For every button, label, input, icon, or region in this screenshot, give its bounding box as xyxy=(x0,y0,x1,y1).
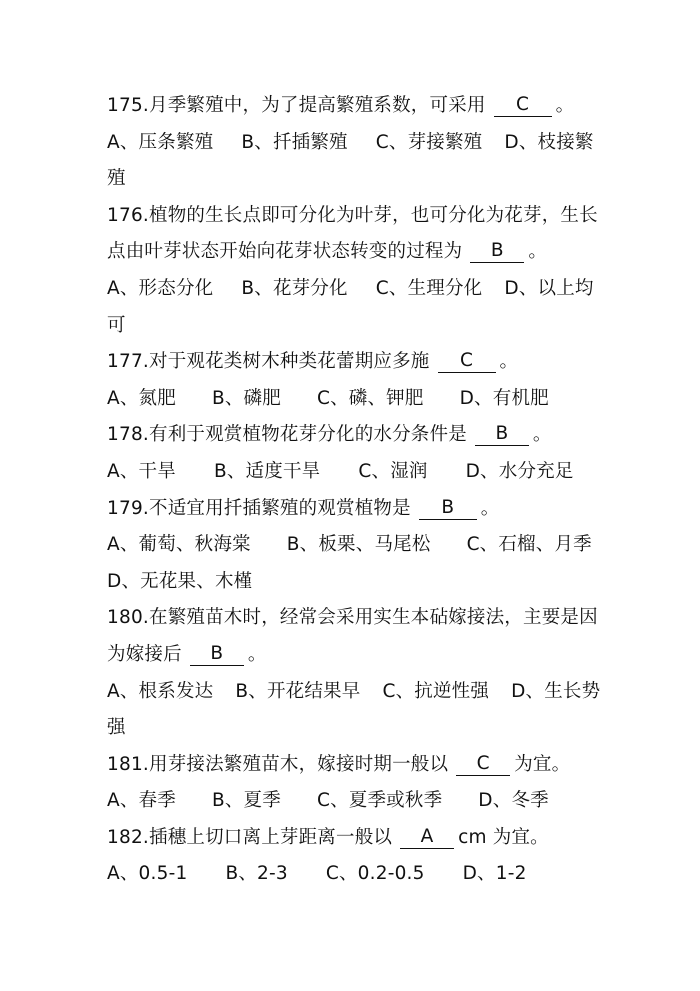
option-d: D、冬季 xyxy=(478,790,549,812)
question-text: 点由叶芽状态开始向花芽状态转变的过程为 xyxy=(107,241,463,263)
question-177-options xyxy=(107,381,607,418)
answer-blank: A xyxy=(400,826,454,849)
question-182-stem xyxy=(107,820,607,857)
question-177-stem xyxy=(107,344,607,381)
option-c: C、磷、钾肥 xyxy=(316,387,424,409)
question-175-continuation: 殖 xyxy=(107,168,126,190)
answer-blank: B xyxy=(470,240,524,263)
question-suffix: 。 xyxy=(555,95,575,116)
option-c: C、生理分化 xyxy=(375,277,483,299)
option-b: B、扦插繁殖 xyxy=(241,131,348,153)
answer-blank: B xyxy=(419,497,477,520)
option-d: D、以上均 xyxy=(504,277,594,299)
question-suffix: 为宜。 xyxy=(514,753,571,775)
option-c: C、石榴、月季 xyxy=(466,534,592,556)
option-b: B、适度干旱 xyxy=(213,460,321,482)
option-d: D、生长势 xyxy=(511,680,601,702)
option-b: B、开花结果早 xyxy=(235,680,361,702)
question-180-options xyxy=(107,674,607,711)
option-c: C、0.2-0.5 xyxy=(325,863,425,885)
option-a: A、葡萄、秋海棠 xyxy=(107,534,251,556)
answer-blank: B xyxy=(190,643,244,666)
question-suffix: 。 xyxy=(532,424,552,446)
question-176-stem: 176.植物的生长点即可分化为叶芽，也可分化为花芽，生长 xyxy=(107,204,598,226)
question-text: 175.月季繁殖中，为了提高繁殖系数，可采用 xyxy=(107,95,486,116)
question-text: 182.插穗上切口离上芽距离一般以 xyxy=(107,826,393,848)
question-180-stem-cont xyxy=(107,637,607,674)
option-b: B、板栗、马尾松 xyxy=(286,534,431,556)
option-d: D、枝接繁 xyxy=(504,131,594,153)
option-b: B、花芽分化 xyxy=(241,277,348,299)
option-b: B、夏季 xyxy=(211,790,281,812)
question-text: 178.有利于观赏植物花芽分化的水分条件是 xyxy=(107,424,467,446)
option-c: C、芽接繁殖 xyxy=(375,131,483,153)
question-suffix: 。 xyxy=(528,241,548,263)
question-text: 179.不适宜用扦插繁殖的观赏植物是 xyxy=(107,497,411,519)
question-178-stem xyxy=(107,417,607,454)
question-suffix: cm 为宜。 xyxy=(458,826,549,848)
option-b: B、2-3 xyxy=(225,863,288,885)
question-179-stem xyxy=(107,491,607,528)
question-180-stem: 180.在繁殖苗木时，经常会采用实生本砧嫁接法，主要是因 xyxy=(107,607,598,629)
option-a: A、根系发达 xyxy=(107,680,214,702)
option-a: A、0.5-1 xyxy=(107,863,188,885)
question-178-options xyxy=(107,454,607,491)
option-d: D、有机肥 xyxy=(459,387,549,409)
option-a: A、压条繁殖 xyxy=(107,131,214,153)
option-a: A、干旱 xyxy=(107,460,176,482)
option-c: C、湿润 xyxy=(358,460,428,482)
question-suffix: 。 xyxy=(247,643,267,665)
question-176-continuation: 可 xyxy=(107,314,126,336)
question-176-options xyxy=(107,271,607,308)
question-suffix: 。 xyxy=(480,497,500,519)
option-a: A、形态分化 xyxy=(107,277,214,299)
question-suffix: 。 xyxy=(499,351,519,373)
answer-blank: C xyxy=(456,753,510,776)
option-d: D、1-2 xyxy=(462,863,527,885)
question-182-options xyxy=(107,856,607,893)
question-text: 181.用芽接法繁殖苗木，嫁接时期一般以 xyxy=(107,753,449,775)
option-d: D、水分充足 xyxy=(465,460,574,482)
question-180-continuation: 强 xyxy=(107,717,126,739)
question-text: 为嫁接后 xyxy=(107,643,182,665)
question-179-option-d: D、无花果、木槿 xyxy=(107,570,253,592)
option-b: B、磷肥 xyxy=(211,387,281,409)
question-175-options xyxy=(107,125,607,162)
question-175-stem xyxy=(107,88,607,125)
question-text: 177.对于观花类树木种类花蕾期应多施 xyxy=(107,351,430,373)
question-179-options xyxy=(107,527,607,564)
question-176-stem-cont xyxy=(107,234,607,271)
answer-blank: C xyxy=(494,94,552,117)
option-a: A、春季 xyxy=(107,790,176,812)
option-c: C、抗逆性强 xyxy=(382,680,490,702)
question-document xyxy=(107,88,607,893)
option-c: C、夏季或秋季 xyxy=(316,790,443,812)
option-a: A、氮肥 xyxy=(107,387,176,409)
answer-blank: C xyxy=(438,350,496,373)
question-181-options xyxy=(107,783,607,820)
question-181-stem xyxy=(107,747,607,784)
answer-blank: B xyxy=(475,423,529,446)
